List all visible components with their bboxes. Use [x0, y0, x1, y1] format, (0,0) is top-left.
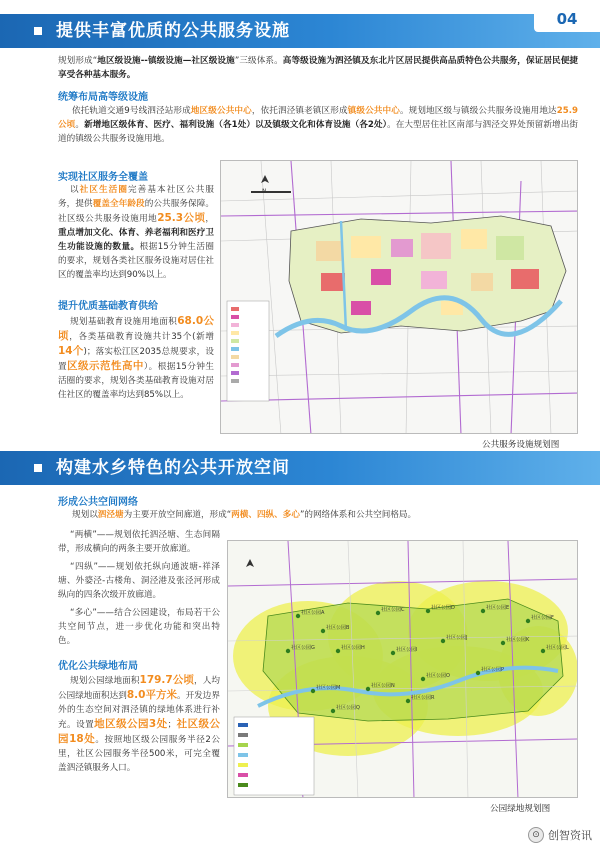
text-run: 地区级设施--镇级设施—社区级设施 [97, 56, 235, 66]
paragraph-high-level-facilities [58, 104, 578, 146]
text-run: 两横、四纵、多心 [231, 510, 300, 520]
text-run: 为主要开放空间廊道，形成“ [123, 510, 232, 520]
text-run: 。规划地区级与镇级公共服务设施用地达 [399, 106, 557, 116]
section1-header [0, 14, 600, 48]
subheading-green-layout: 优化公共绿地布局 [58, 661, 138, 672]
park-label: 社区公园Q [336, 705, 360, 711]
park-label: 社区公园C [381, 607, 405, 613]
park-marker [336, 649, 340, 653]
section2-title: 构建水乡特色的公共开放空间 [56, 458, 290, 478]
text-run: ”三级体系。 [234, 56, 283, 66]
paragraph-four-vertical: “四纵”——规划依托纵向通波塘-祥泽塘、外婆泾-古楼角、洞泾港及张泾河形成纵向的四条次级开放廊道。 [58, 562, 220, 600]
text-run: 规划基础教育设施用地面积 [70, 317, 178, 327]
park-marker [541, 649, 545, 653]
park-marker [286, 649, 290, 653]
text-run: 25.9公顷 [58, 106, 578, 130]
park-marker [321, 629, 325, 633]
park-marker [441, 639, 445, 643]
watermark [528, 827, 592, 843]
paragraph-education [58, 314, 214, 402]
park-marker [391, 651, 395, 655]
text-run: ，依托泗泾镇老镇区形成 [251, 106, 348, 116]
park-label: 社区公园D [431, 605, 455, 611]
park-marker [366, 687, 370, 691]
text-run: ）。根据15分钟生活圈的要求，规划各类基础教育设施对居住社区的覆盖率均达到85%以上。 [58, 362, 214, 400]
text-run: 镇级公共中心 [347, 106, 400, 116]
text-run: 规划形成“ [58, 56, 98, 66]
text-run: 25.3公顷 [157, 212, 206, 224]
watermark-text: 创智资讯 [548, 829, 592, 842]
subheading-education: 提升优质基础教育供给 [58, 301, 158, 312]
park-marker [421, 677, 425, 681]
text-run: ，人均公园绿地面积达到 [58, 676, 220, 701]
text-run: 的公共服务保障。社区级公共服务设施用地 [58, 199, 214, 224]
text-run: 高等级设施为泗泾镇及东北片区居民提供高品质特色公共服务，保证居民便捷享受各种基本服务。 [58, 56, 579, 80]
paragraph-open-space-network [58, 508, 578, 522]
text-run: 完善基本社区公共服务，提供 [58, 185, 214, 209]
text-run: 根据15分钟生活圈的要求，规划各类社区服务设施对居住社区的覆盖率均达到90%以上。 [58, 242, 214, 280]
text-run: 以 [70, 185, 80, 195]
text-run: 。开发边界外的生态空间对泗泾镇的绿地体系进行补充。设置 [58, 691, 220, 730]
bullet-square-icon [34, 464, 42, 472]
park-label: 社区公园J [446, 635, 468, 641]
park-marker [406, 699, 410, 703]
paragraph-community-coverage [58, 183, 214, 282]
park-marker [426, 609, 430, 613]
subheading-high-level-facilities: 统筹布局高等级设施 [58, 92, 148, 103]
text-run: ； [167, 720, 177, 730]
park-marker [476, 671, 480, 675]
park-label: 社区公园L [546, 645, 569, 651]
map1-caption: 公共服务设施规划图 [482, 440, 560, 450]
text-run: ，各类基础教育设施共计35个(新增 [69, 332, 214, 342]
park-label: 社区公园I [396, 647, 418, 653]
park-marker [501, 641, 505, 645]
park-label: 社区公园A [301, 610, 325, 616]
text-run: 依托轨道交通9号线泗泾站形成 [72, 106, 191, 116]
page-number: 04 [534, 6, 600, 32]
park-label: 社区公园N [371, 683, 395, 689]
text-run: 。按照地区级公园服务半径2公里，社区公园服务半径500米，可完全覆盖泗泾镇服务人口。 [58, 735, 220, 773]
park-marker [331, 709, 335, 713]
text-run: 。 [75, 120, 85, 130]
park-marker [526, 619, 530, 623]
park-label: 社区公园R [411, 695, 435, 701]
park-label: 社区公园E [486, 605, 510, 611]
park-marker [296, 614, 300, 618]
park-label: 社区公园K [506, 637, 530, 643]
paragraph-multi-center: “多心”——结合公园建设，布局若干公共空间节点，进一步优化功能和突出特色。 [58, 608, 220, 646]
text-run: 规划公园绿地面积 [70, 676, 140, 686]
text-run: 规划以 [72, 510, 98, 520]
wechat-icon: ⊙ [528, 827, 544, 843]
text-run: 14个 [58, 345, 84, 357]
section1-intro [58, 54, 578, 82]
section1-title: 提供丰富优质的公共服务设施 [56, 21, 290, 41]
park-marker [311, 689, 315, 693]
text-run: 。在大型居住社区南部与泗泾交界处预留新增出街道的镇级公共服务设施用地。 [58, 120, 578, 144]
bullet-square-icon [34, 27, 42, 35]
text-run: ， [205, 214, 214, 224]
park-label: 社区公园H [341, 645, 365, 651]
park-green-space-map [227, 540, 578, 798]
park-marker [376, 611, 380, 615]
park-label: 社区公园F [531, 615, 554, 621]
text-run: )；落实松江区2035总规要求，设置 [58, 347, 214, 372]
park-label: 社区公园O [426, 673, 450, 679]
text-run: 8.0平方米 [126, 689, 177, 701]
text-run: 社区级公园18处 [58, 718, 221, 745]
text-run: 重点增加文化、体育、养老福利和医疗卫生功能设施的数量。 [58, 228, 214, 252]
park-label: 社区公园P [481, 667, 505, 673]
park-marker [481, 609, 485, 613]
text-run: 泗泾塘 [97, 510, 124, 520]
text-run: ”的网络体系和公共空间格局。 [299, 510, 417, 520]
section2-header [0, 451, 600, 485]
text-run: 覆盖全年龄段 [92, 199, 145, 209]
park-label: 社区公园B [326, 625, 350, 631]
text-run: 区级示范性高中 [67, 360, 144, 372]
park-label: 社区公园M [316, 685, 341, 691]
text-run: 社区生活圈 [79, 185, 129, 195]
text-run: 179.7公顷 [139, 674, 195, 686]
subheading-community-coverage: 实现社区服务全覆盖 [58, 172, 148, 183]
subheading-open-space-network: 形成公共空间网络 [58, 497, 138, 508]
text-run: 地区级公园3处 [94, 718, 168, 730]
map2-caption: 公园绿地规划图 [490, 804, 551, 814]
public-service-facility-map [220, 160, 578, 434]
text-run: 68.0公顷 [58, 315, 214, 342]
park-label: 社区公园G [291, 645, 315, 651]
text-run: 地区级公共中心 [190, 106, 252, 116]
paragraph-green-layout [58, 673, 220, 775]
text-run: 新增地区级体育、医疗、福利设施（各1处）以及镇级文化和体育设施（各2处） [84, 120, 388, 130]
paragraph-two-horizontal: “两横”——规划依托泗泾塘、生态间隔带，形成横向的两条主要开放廊道。 [58, 530, 220, 554]
